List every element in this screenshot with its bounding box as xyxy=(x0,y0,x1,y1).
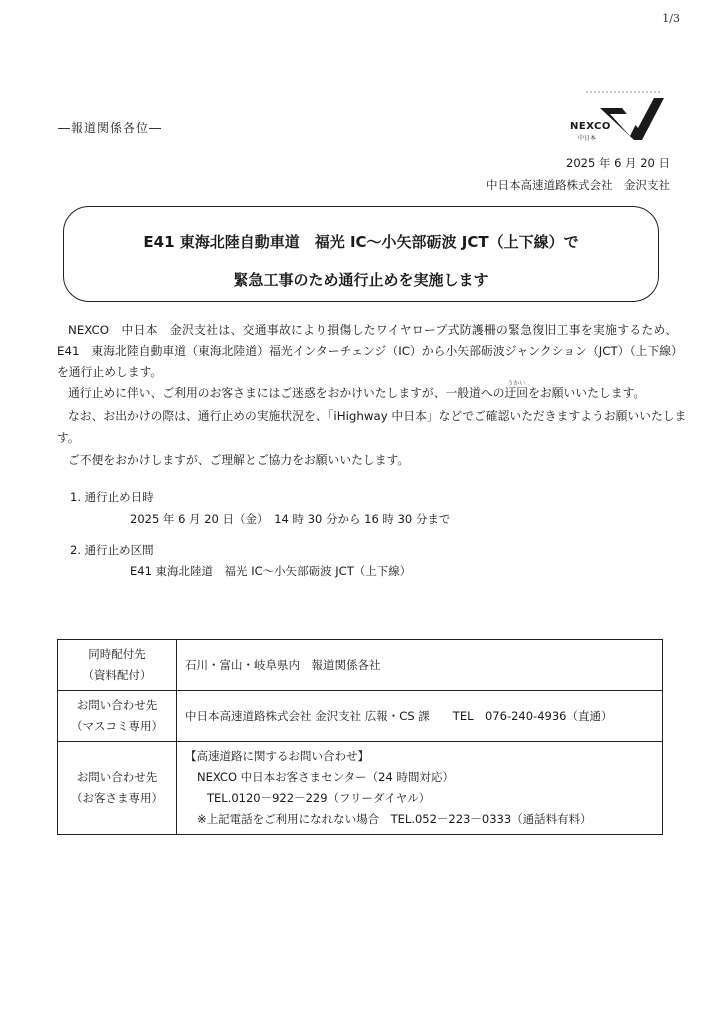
label-line: お問い合わせ先 xyxy=(76,698,158,712)
table-row xyxy=(58,742,663,835)
recipient-heading: ―報道関係各位― xyxy=(58,121,163,135)
customer-contact-line: TEL.0120－922－229（フリーダイヤル） xyxy=(207,791,431,805)
body-paragraph-2-before: 通行止めに伴い、ご利用のお客さまにはご迷惑をおかけいたしますが、一般道への xyxy=(68,386,505,400)
label-line: 同時配付先 xyxy=(88,647,146,661)
body-paragraph-1: NEXCO 中日本 金沢支社は、交通事故により損傷したワイヤロープ式防護柵の緊急復旧工事を実施するため、E41 東海北陸自動車道（東海北陸道）福光インターチェンジ（IC）から小矢部砺波ジャンクション（JCT）（上下線）を通行止めします。 xyxy=(57,323,677,379)
distribution-value: 石川・富山・岐阜県内 報道関係各社 xyxy=(177,640,663,691)
customer-contact-label xyxy=(58,742,177,835)
item-1-content: 2025 年 6 月 20 日（金） 14 時 30 分から 16 時 30 分まで xyxy=(130,512,451,526)
label-line: （マスコミ専用） xyxy=(71,719,163,733)
media-contact-label xyxy=(58,691,177,742)
item-2-content: E41 東海北陸道 福光 IC～小矢部砺波 JCT（上下線） xyxy=(130,564,412,578)
label-line: お問い合わせ先 xyxy=(76,770,158,784)
title-box xyxy=(63,206,659,302)
media-contact-value: 中日本高速道路株式会社 金沢支社 広報・CS 課 TEL 076-240-4936（直通） xyxy=(177,691,663,742)
ruby-text: うかい xyxy=(507,380,526,387)
item-1-heading: 1. 通行止め日時 xyxy=(70,490,154,504)
logo-sub-text: 中日本 xyxy=(578,135,597,142)
table-row xyxy=(58,640,663,691)
customer-contact-line: NEXCO 中日本お客さまセンター（24 時間対応） xyxy=(197,770,454,784)
body-paragraph-4: ご不便をおかけしますが、ご理解とご協力をお願いいたします。 xyxy=(68,453,410,467)
table-row xyxy=(58,691,663,742)
body-paragraph-3-line-2: す。 xyxy=(57,431,80,445)
customer-contact-line: ※上記電話をご利用になれない場合 TEL.052－223－0333（通話料有料） xyxy=(197,812,592,826)
title-line-1: E41 東海北陸自動車道 福光 IC～小矢部砺波 JCT（上下線）で xyxy=(143,233,579,251)
title-line-2: 緊急工事のため通行止めを実施します xyxy=(233,271,489,289)
nexco-logo xyxy=(570,86,670,146)
body-paragraph-2 xyxy=(68,380,646,401)
body-paragraph-2-after: をお願いいたします。 xyxy=(528,386,646,400)
body-paragraph-3-line-1: なお、お出かけの際は、通行止めの実施状況を、「iHighway 中日本」などでご確認いただきますようお願いいたしま xyxy=(68,409,687,423)
label-line: （お客さま専用） xyxy=(71,791,163,805)
item-2-heading: 2. 通行止め区間 xyxy=(70,543,154,557)
customer-contact-line: 【高速道路に関するお問い合わせ】 xyxy=(185,749,369,763)
label-line: （資料配付） xyxy=(82,668,152,682)
contact-table xyxy=(57,639,663,835)
release-date: 2025 年 6 月 20 日 xyxy=(566,156,670,170)
logo-brand-text: NEXCO xyxy=(570,121,611,132)
customer-contact-value xyxy=(177,742,663,835)
distribution-label xyxy=(58,640,177,691)
ruby-base: 迂回 xyxy=(504,386,529,400)
issuer-name: 中日本高速道路株式会社 金沢支社 xyxy=(486,178,670,192)
ruby-ukai xyxy=(504,380,529,400)
page-number: 1/3 xyxy=(662,12,680,25)
